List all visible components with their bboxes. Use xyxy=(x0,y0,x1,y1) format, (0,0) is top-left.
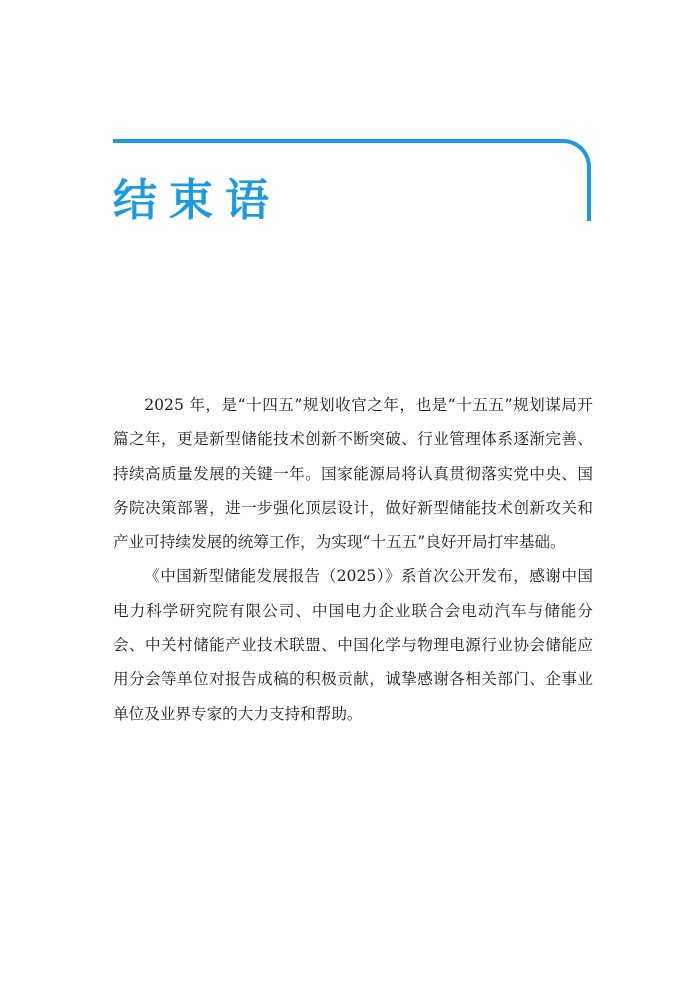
paragraph-2: 《中国新型储能发展报告（2025）》系首次公开发布，感谢中国电力科学研究院有限公司、中国电力企业联合会电动汽车与储能分会、中关村储能产业技术联盟、中国化学与物理电源行业协会储能应用分会等单位对报告成稿的积极贡献，诚挚感谢各相关部门、企事业单位及业界专家的大力支持和帮助。 xyxy=(113,567,593,723)
chapter-title: 结束语 xyxy=(113,175,281,226)
body-text xyxy=(113,388,593,731)
paragraph-1: 2025 年，是“十四五”规划收官之年，也是“十五五”规划谋局开篇之年，更是新型储能技术创新不断突破、行业管理体系逐渐完善、持续高质量发展的关键一年。国家能源局将认真贯彻落实党中央、国务院决策部署，进一步强化顶层设计，做好新型储能技术创新攻关和产业可持续发展的统筹工作，为实现“十五五”良好开局打牢基础。 xyxy=(113,396,593,552)
